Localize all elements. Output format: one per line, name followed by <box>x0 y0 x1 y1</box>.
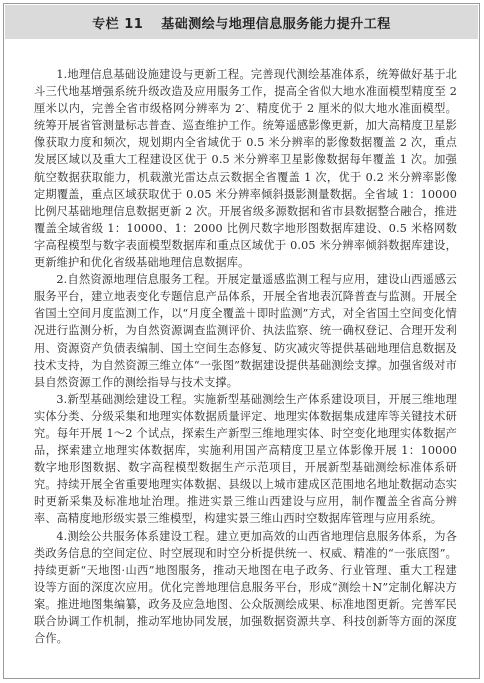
paragraph-infrastructure: 1.地理信息基础设施建设与更新工程。完善现代测绘基准体系，统筹做好基于北斗三代地基增强系统升级改造及应用服务工作，提高全省似大地水准面模型精度至 2 厘米以内，完善全省市级格网分辨率为 2′、精度优于 2 厘米的似大地水准面模型。统筹开展省管测量标志普查、巡查维护工作。统筹遥感影像更新，加大高精度卫星影像获取力度和频次，规划期内全省域优于 0.5 米分辨率的影像数据覆盖 2 次，重点发展区域以及重大工程建设区优于 0.5 米分辨率卫星影像数据每年覆盖 1 次。加强航空数据获取能力，机载激光雷达点云数据全省覆盖 1 次，优于 0.2 米分辨率影像定期覆盖，重点区域获取优于 0.05 米分辨率倾斜摄影测量数据。全省域 1：10000 比例尺基础地理信息数据更新 2 次。开展省级多源数据和省市县数据整合融合，推进覆盖全域省级 1：10000、1：2000 比例尺数字地形图数据库建设、0.5 米格网数字高程模型与数字表面模型数据库和重点区域优于 0.05 米分辨率倾斜数据库建设，更新维护和优化省级基础地理信息数据库。 <box>34 68 457 270</box>
column-box <box>3 3 480 679</box>
paragraph-natural-resources: 2.自然资源地理信息服务工程。开展定量遥感监测工程与应用，建设山西遥感云服务平台，建立地表变化专题信息产品体系，开展全省地表沉降普查与监测。开展全省国土空间月度监测工作，以“月度全覆盖＋即时监测”方式，对全省国土空间变化情况进行监测分析，为自然资源调查监测评价、执法监察、统一确权登记、合理开发利用、资源资产负债表编制、国土空间生态修复、防灾减灾等提供基础地理信息数据及技术支持，为自然资源三维立体“一张图”数据建设提供基础测绘支撑。加强省级对市县自然资源工作的测绘指导与技术支撑。 <box>34 273 457 389</box>
column-title-bar <box>5 5 478 39</box>
paragraph-new-surveying: 3.新型基础测绘建设工程。实施新型基础测绘生产体系建设项目，开展三维地理实体分类、分级采集和地理实体数据质量评定、地理实体数据集成建库等关键技术研究。每年开展 1～2 个试点，探索生产新型三维地理实体、时空变化地理实体数据产品，探索建立地理实体数据库，实施利用国产高精度卫星立体影像开展 1：10000 数字地形图数据、数字高程模型数据生产示范项目，开展新型基础测绘标准体系研究。持续开展全省重要地理实体数据、县级以上城市建成区范围地名地址数据动态实时更新采集及标准地址治理。推进实景三维山西建设与应用，制作覆盖全省高分辨率、高精度地形级实景三维模型，构建实景三维山西时空数据库管理与应用系统。 <box>34 392 457 526</box>
column-number: 专栏 11 <box>92 16 144 32</box>
column-body <box>34 66 457 647</box>
column-title: 基础测绘与地理信息服务能力提升工程 <box>161 16 391 32</box>
paragraph-public-service: 4.测绘公共服务体系建设工程。建立更加高效的山西省地理信息服务体系，为各类政务信息的空间定位、时空展现和时空分析提供统一、权威、精准的“一张底图”。持续更新“天地图·山西”地图服务，推动天地图在电子政务、行业管理、重大工程建设等方面的深度次应用。优化完善地理信息服务平台，形成“测绘＋N”定制化解决方案。推进地图集编纂，政务及应急地图、公众版测绘成果、标准地图更新。完善军民联合协调工作机制，推动军地协同发展，加强数据资源共享、科技创新等方面的深度合作。 <box>34 529 457 646</box>
